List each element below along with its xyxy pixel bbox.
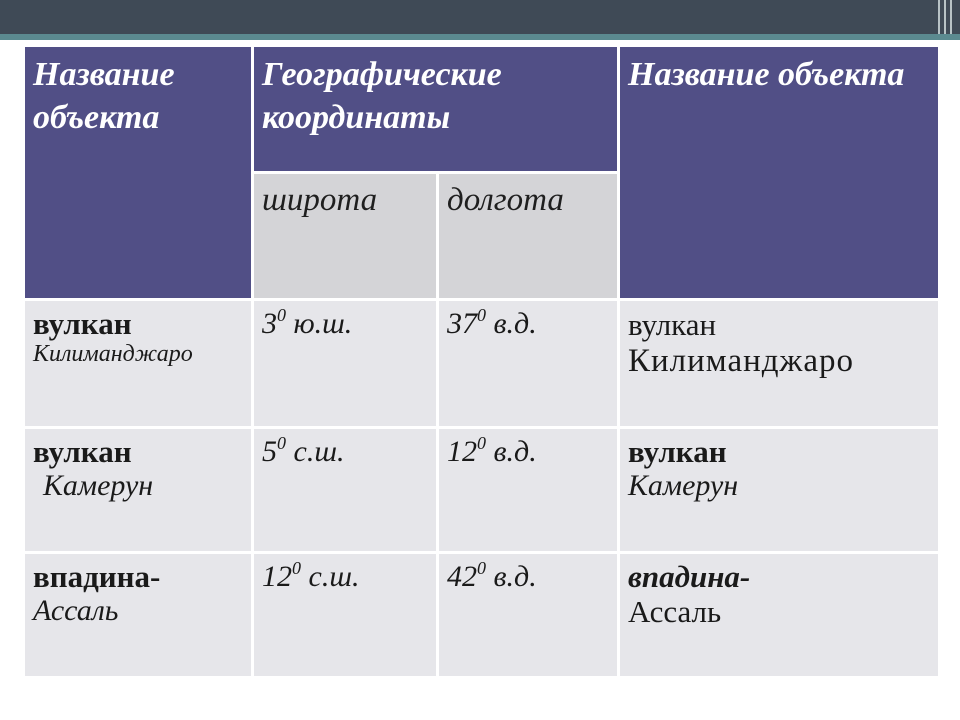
degree-mark: 0 <box>477 433 486 453</box>
header-geo-coordinates <box>254 47 617 171</box>
object-type: впадина- <box>33 559 161 594</box>
object-name: Ассаль <box>33 594 119 627</box>
object-type-2: вулкан <box>628 307 717 342</box>
table-row <box>25 554 938 676</box>
corner-decoration <box>934 0 956 34</box>
object-name-2-cell <box>620 554 938 676</box>
table-row <box>25 429 938 551</box>
longitude-direction: в.д. <box>486 560 537 593</box>
latitude-degrees: 12 <box>262 560 292 593</box>
object-type-2: впадина- <box>628 559 751 594</box>
object-name-cell <box>25 554 251 676</box>
header-object-name-2 <box>620 47 938 298</box>
slide-top-bar <box>0 0 960 34</box>
latitude-direction: с.ш. <box>286 435 345 468</box>
object-name-cell <box>25 301 251 426</box>
latitude-direction: ю.ш. <box>286 307 353 340</box>
header-object-name-text: Название объекта <box>33 56 175 136</box>
header-longitude <box>439 174 617 298</box>
header-object-name-2-text: Название объекта <box>628 56 905 93</box>
table-row <box>25 301 938 426</box>
slide-accent-bar <box>0 34 960 40</box>
object-name-2: Камерун <box>628 469 739 502</box>
header-latitude-text: широта <box>262 182 378 218</box>
latitude-direction: с.ш. <box>301 560 360 593</box>
longitude-degrees: 42 <box>447 560 477 593</box>
latitude-cell <box>254 554 436 676</box>
longitude-direction: в.д. <box>486 307 537 340</box>
degree-mark: 0 <box>277 305 286 325</box>
object-name-cell <box>25 429 251 551</box>
object-type: вулкан <box>33 306 132 341</box>
header-latitude <box>254 174 436 298</box>
degree-mark: 0 <box>277 433 286 453</box>
header-object-name <box>25 47 251 298</box>
longitude-cell <box>439 301 617 426</box>
object-name-2: Килиманджаро <box>628 343 855 379</box>
object-type-2: вулкан <box>628 434 727 469</box>
latitude-cell <box>254 301 436 426</box>
object-name: Килиманджаро <box>33 341 193 367</box>
degree-mark: 0 <box>477 558 486 578</box>
object-type: вулкан <box>33 434 132 469</box>
longitude-degrees: 12 <box>447 435 477 468</box>
header-longitude-text: долгота <box>447 182 564 218</box>
coordinates-table <box>22 44 941 679</box>
longitude-direction: в.д. <box>486 435 537 468</box>
degree-mark: 0 <box>477 305 486 325</box>
object-name-2-cell <box>620 301 938 426</box>
object-name: Камерун <box>43 469 154 502</box>
latitude-cell <box>254 429 436 551</box>
object-name-2-cell <box>620 429 938 551</box>
object-name-2: Ассаль <box>628 594 722 629</box>
latitude-degrees: 3 <box>262 307 277 340</box>
header-geo-coordinates-text: Географические координаты <box>262 56 502 136</box>
longitude-cell <box>439 429 617 551</box>
degree-mark: 0 <box>292 558 301 578</box>
longitude-cell <box>439 554 617 676</box>
latitude-degrees: 5 <box>262 435 277 468</box>
longitude-degrees: 37 <box>447 307 477 340</box>
